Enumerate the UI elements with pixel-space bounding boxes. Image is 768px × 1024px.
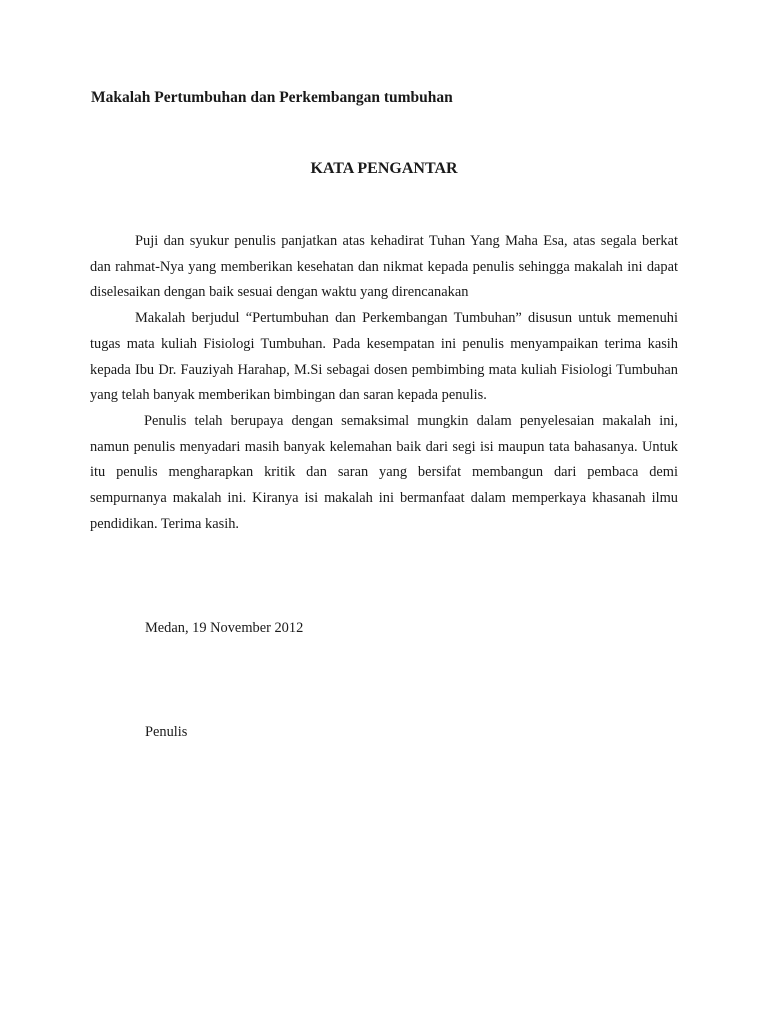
signature-label: Penulis <box>145 724 188 740</box>
place-date: Medan, 19 November 2012 <box>145 620 304 636</box>
paragraph-opening: Puji dan syukur penulis panjatkan atas kehadirat Tuhan Yang Maha Esa, atas segala berkat dan rahmat-Nya yang memberikan kesehatan dan nikmat kepada penulis sehingga makalah ini dapat diselesaikan dengan baik sesuai dengan waktu yang direncanakan <box>90 233 678 301</box>
page-title: KATA PENGANTAR <box>310 160 458 177</box>
body-text <box>90 229 678 537</box>
document-heading: Makalah Pertumbuhan dan Perkembangan tumbuhan <box>91 89 453 106</box>
paragraph-acknowledgement: Makalah berjudul “Pertumbuhan dan Perkembangan Tumbuhan” disusun untuk memenuhi tugas mata kuliah Fisiologi Tumbuhan. Pada kesempatan ini penulis menyampaikan terima kasih kepada Ibu Dr. Fauziyah Harahap, M.Si sebagai dosen pembimbing mata kuliah Fisiologi Tumbuhan yang telah banyak memberikan bimbingan dan saran kepada penulis. <box>90 310 678 404</box>
paragraph-closing: Penulis telah berupaya dengan semaksimal mungkin dalam penyelesaian makalah ini, namun penulis menyadari masih banyak kelemahan baik dari segi isi maupun tata bahasanya. Untuk itu penulis mengharapkan kritik dan saran yang bersifat membangun dari pembaca demi sempurnanya makalah ini. Kiranya isi makalah ini bermanfaat dalam memperkaya khasanah ilmu pendidikan. Terima kasih. <box>90 412 678 532</box>
